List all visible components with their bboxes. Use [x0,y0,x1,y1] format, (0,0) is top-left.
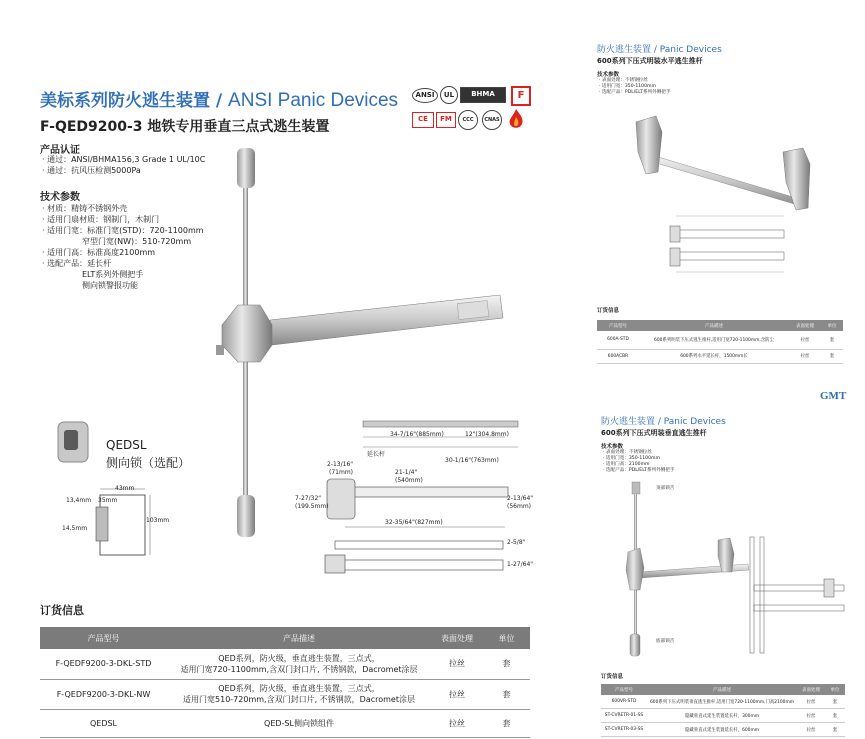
cnas-logo: CNAS [482,110,502,130]
unit-cell: 套 [483,709,530,737]
model-cell: F-QEDF9200-3-DKL-NW [40,679,167,709]
vertical-device-drawing [740,535,848,655]
spec-item: ELT系列外侧把手 [42,270,144,279]
desc-cell: 隐藏垂直式延生装置延长杆，300mm [647,709,797,723]
dim-label: 103mm [146,517,170,524]
rt-subtitle: 600系列下压式明装水平逃生推杆 [597,57,703,65]
table-row [601,709,845,723]
rt-spec-item: · 表面处理：不锈钢拉丝 [599,78,648,83]
rb-order-table [601,684,845,737]
rt-spec-list [599,78,671,96]
finish-cell: 拉丝 [431,679,483,709]
dim-label: 35mm [98,497,118,504]
col-header: 单位 [483,627,530,649]
table-row [597,349,843,363]
spec-item: · 适用门扇材质：钢制门，木制门 [42,215,160,224]
rb-label-top: 顶部锁舌 [656,486,675,491]
unit-cell: 套 [825,695,845,709]
model-cell: 600ACBR [597,349,639,363]
spec-item: · 材质：精铸不锈钢外壳 [42,204,128,213]
ul-logo: UL [440,86,458,104]
ccc-logo: CCC [458,110,478,130]
model-cell: ST-CVRETR-03-SS [601,723,647,737]
dim-label: 12"(304.8mm) [465,431,509,438]
finish-cell: 拉丝 [431,649,483,679]
table-row [40,679,530,709]
desc-line: 适用门宽510-720mm,含双门封口片, 不锈钢款，Dacromet涂层 [183,695,415,704]
desc-cell: 600系列下压式明装垂直逃生推杆,适用门宽720-1100mm,门高2100mm [647,695,797,709]
side-lock-image [52,418,92,468]
dim-label: 13,4mm [66,497,92,504]
col-header: 产品型号 [601,684,647,695]
order-table [40,627,530,738]
unit-cell: 套 [825,723,845,737]
dim-label: (199.5mm) [295,503,329,510]
cert-heading: 产品认证 [40,145,80,156]
rb-spec-heading: 技术参数 [601,444,624,450]
desc-cell: QED-SL侧向锁组件 [167,709,431,737]
finish-cell: 拉丝 [797,723,825,737]
rb-spec-item: · 适用门宽：350-1100mm [603,456,660,461]
spec-item: · 适用门宽：标准门宽(STD)：720-1100mm [42,226,204,235]
finish-cell: 拉丝 [797,709,825,723]
specs-heading: 技术参数 [40,192,80,203]
rb-spec-item: · 选配产品：PDL/ELT系列外侧把手 [603,468,675,473]
rt-order-heading: 订货信息 [597,308,620,314]
table-row [601,723,845,737]
unit-cell: 套 [825,709,845,723]
table-row [601,695,845,709]
model-cell: QEDSL [40,709,167,737]
rb-subtitle: 600系列下压式明装垂直逃生推杆 [601,429,707,437]
page-title [40,86,398,112]
rb-label-bottom: 底部锁舌 [656,639,675,644]
col-header: 产品型号 [40,627,167,649]
col-header: 产品描述 [167,627,431,649]
spec-item: 窄型门宽(NW)：510-720mm [42,237,192,246]
desc-cell [167,679,431,709]
dim-label: 7-27/32" [295,495,322,502]
rb-order-heading: 订货信息 [601,674,624,680]
rt-title: 防火逃生装置 / Panic Devices [597,45,722,55]
desc-cell: 600系列明装下压式逃生推杆,适用门宽720-1100mm,含防尘 [639,331,789,349]
horizontal-device-drawing [666,212,796,277]
unit-cell: 套 [821,331,843,349]
qedsl-code: QEDSL [106,438,147,452]
ansi-logo: ANSI [412,88,438,103]
finish-cell: 拉丝 [431,709,483,737]
rt-spec-item: · 选配产品：PDL/ELT系列外侧把手 [599,90,671,95]
finish-cell: 拉丝 [797,695,825,709]
col-header: 表面处理 [789,320,821,331]
rt-order-table [597,320,843,364]
dim-label: 14,5mm [62,525,88,532]
dim-label: (540mm) [395,477,423,484]
fire-icon [506,108,526,130]
bhma-logo: BHMA [460,87,506,103]
dim-label: 43mm [115,485,135,492]
spec-item: 侧向锁警报功能 [42,281,138,290]
dim-label: 2-13/64" [507,495,534,502]
table-row [40,649,530,679]
desc-line: QED系列，防火级，垂直逃生装置，三点式， [218,684,380,693]
dim-label: 2-5/8" [507,539,526,546]
finish-cell: 拉丝 [789,349,821,363]
model-cell: 600A-STD [597,331,639,349]
cert-item: · 通过：抗风压检测5000Pa [42,166,141,175]
desc-cell [167,649,431,679]
col-header: 产品型号 [597,320,639,331]
dim-label: 1-27/64" [507,561,534,568]
unit-cell: 套 [483,679,530,709]
rb-spec-item: · 适用门高：2100mm [603,462,650,467]
f-logo: F [511,86,531,106]
rb-spec-item: · 表面处理：不锈钢拉丝 [603,450,652,455]
cert-logos [412,86,530,132]
table-row [597,331,843,349]
desc-cell: 600系列水平延长杆，1500mm长 [639,349,789,363]
desc-cell: 隐藏垂直式延生装置延长杆，600mm [647,723,797,737]
dim-label: (56mm) [507,503,532,510]
side-lock-drawing [60,485,170,565]
rt-spec-item: · 适用门宽：350-1100mm [599,84,656,89]
dim-label: (71mm) [329,469,354,476]
dim-label: 34-7/16"(885mm) [390,431,444,438]
dim-label: 延长杆 [367,451,386,458]
col-header: 产品描述 [639,320,789,331]
col-header: 单位 [825,684,845,695]
dim-label: 2-13/16" [327,461,354,468]
horizontal-device-image [628,112,818,217]
desc-line: 适用门宽720-1100mm,含双门封口片, 不锈钢款，Dacromet涂层 [180,664,418,674]
ce-logo: CE [412,112,434,128]
rt-spec-heading: 技术参数 [597,72,620,78]
spec-item: · 选配产品：延长杆 [42,259,112,268]
dim-label: 30-1/16"(763mm) [445,457,499,464]
col-header: 单位 [821,320,843,331]
order-heading: 订货信息 [40,604,84,617]
spec-item: · 适用门高：标准高度2100mm [42,248,156,257]
rb-spec-list [603,450,675,474]
vertical-device-image [618,472,758,662]
model-cell: 600VR-STD [601,695,647,709]
unit-cell: 套 [483,649,530,679]
unit-cell: 套 [821,349,843,363]
gmt-logo: GMT [820,390,847,402]
desc-line: QED系列，防火级，垂直逃生装置，三点式， [218,653,380,663]
product-subtitle: F-QED9200-3 地铁专用垂直三点式逃生装置 [40,119,330,135]
fm-logo: FM [436,112,456,128]
col-header: 产品描述 [647,684,797,695]
rb-title: 防火逃生装置 / Panic Devices [601,417,726,427]
dim-label: 32-35/64"(827mm) [385,519,443,526]
col-header: 表面处理 [797,684,825,695]
tech-drawing [295,415,534,580]
finish-cell: 拉丝 [789,331,821,349]
table-row [40,709,530,737]
title-en: ANSI Panic Devices [228,90,399,111]
model-cell: F-QEDF9200-3-DKL-STD [40,649,167,679]
qedsl-label: 侧向锁（选配） [106,456,191,470]
dim-label: 21-1/4" [395,469,418,476]
model-cell: ST-CVRETR-01-SS [601,709,647,723]
specs-list [42,203,204,291]
title-cn: 美标系列防火逃生装置 / [40,91,229,111]
cert-item: · 通过：ANSI/BHMA156,3 Grade 1 UL/10C [42,155,206,164]
col-header: 表面处理 [431,627,483,649]
cert-list [42,154,205,176]
